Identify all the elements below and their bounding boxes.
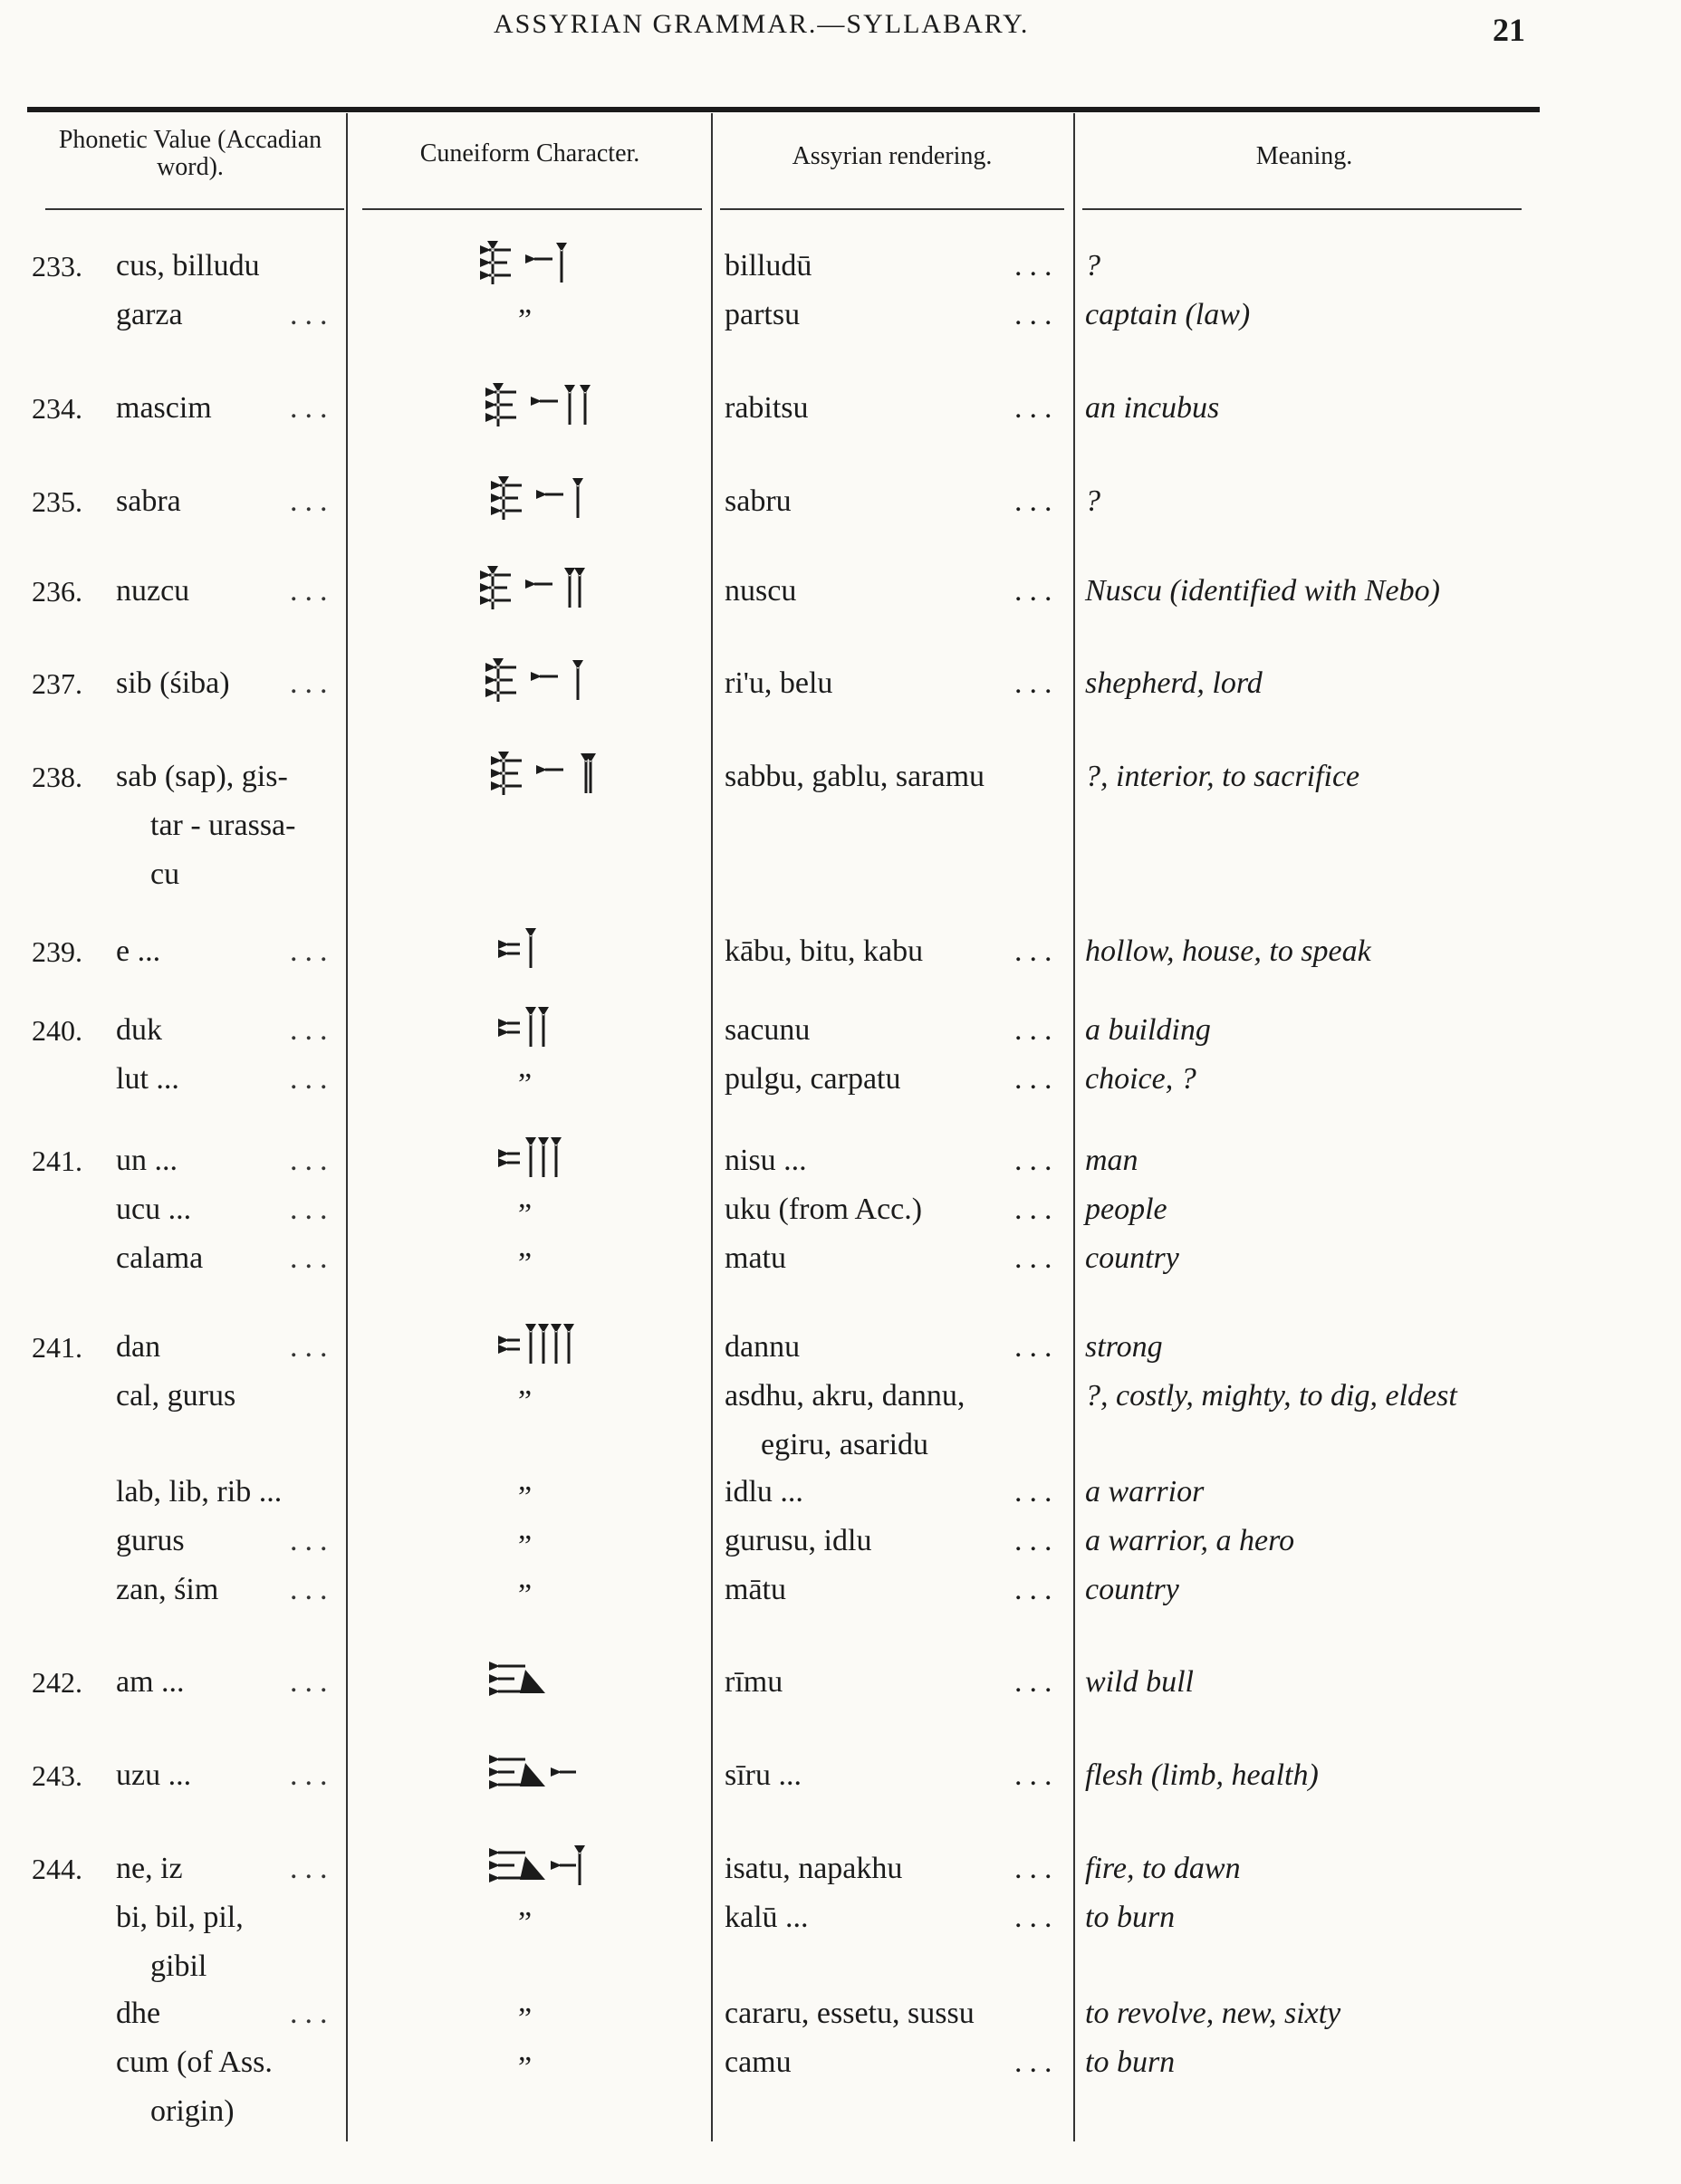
phonetic-value: gurus	[116, 1524, 185, 1557]
meaning: to revolve, new, sixty	[1085, 1997, 1341, 2030]
column-divider-1	[346, 113, 348, 2141]
leader-dots: ...	[290, 1997, 335, 2030]
entry-number: 243.	[32, 1759, 82, 1792]
entry-number: 236.	[32, 575, 82, 608]
phonetic-value: e ...	[116, 934, 161, 968]
leader-dots: ...	[290, 1062, 335, 1096]
meaning: ?	[1085, 484, 1100, 518]
assyrian-rendering: sabru	[725, 484, 792, 518]
entry-number: 239.	[32, 935, 82, 968]
leader-dots: ...	[290, 484, 335, 518]
ditto-mark: ”	[518, 303, 533, 337]
ditto-mark: ”	[518, 1906, 533, 1940]
leader-dots: ...	[290, 1524, 335, 1557]
entry-number: 240.	[32, 1014, 82, 1047]
leader-dots: ...	[1014, 298, 1060, 331]
phonetic-value: mascim	[116, 391, 212, 425]
ditto-mark: ”	[518, 1384, 533, 1418]
leader-dots: ...	[1014, 1573, 1060, 1606]
assyrian-rendering: idlu ...	[725, 1475, 803, 1509]
cuneiform-character	[444, 562, 625, 613]
leader-dots: ...	[290, 1193, 335, 1226]
assyrian-rendering: rabitsu	[725, 391, 809, 425]
assyrian-rendering: pulgu, carpatu	[725, 1062, 901, 1096]
cuneiform-character	[444, 1747, 625, 1797]
entry-number: 237.	[32, 667, 82, 700]
leader-dots: ...	[1014, 1758, 1060, 1792]
entry-number: 233.	[32, 250, 82, 283]
meaning: shepherd, lord	[1085, 666, 1263, 700]
phonetic-value: sib (śiba)	[116, 666, 230, 700]
leader-dots: ...	[1014, 574, 1060, 608]
entry-number: 244.	[32, 1853, 82, 1885]
leader-dots: ...	[290, 1665, 335, 1699]
meaning: fire, to dawn	[1085, 1852, 1241, 1885]
cuneiform-character	[444, 1840, 625, 1891]
meaning: wild bull	[1085, 1665, 1194, 1699]
meaning: ?	[1085, 249, 1100, 283]
header-rule-3	[720, 208, 1064, 210]
phonetic-value: ucu ...	[116, 1193, 192, 1226]
leader-dots: ...	[290, 666, 335, 700]
meaning: choice, ?	[1085, 1062, 1196, 1096]
leader-dots: ...	[1014, 1852, 1060, 1885]
leader-dots: ...	[290, 1852, 335, 1885]
meaning: to burn	[1085, 1901, 1176, 1934]
assyrian-rendering: nisu ...	[725, 1144, 807, 1177]
assyrian-rendering-continued: egiru, asaridu	[761, 1428, 929, 1461]
leader-dots: ...	[1014, 1241, 1060, 1275]
phonetic-value: nuzcu	[116, 574, 190, 608]
cuneiform-character	[444, 923, 625, 973]
ditto-mark: ”	[518, 2051, 533, 2084]
assyrian-rendering: mātu	[725, 1573, 786, 1606]
header-cuneiform: Cuneiform Character.	[419, 139, 640, 168]
header-assyrian: Assyrian rendering.	[792, 142, 993, 170]
column-divider-2	[711, 113, 713, 2141]
leader-dots: ...	[1014, 484, 1060, 518]
assyrian-rendering: cararu, essetu, sussu	[725, 1997, 975, 2030]
assyrian-rendering: billudū	[725, 249, 812, 283]
meaning: hollow, house, to speak	[1085, 934, 1371, 968]
cuneiform-character	[444, 655, 625, 705]
leader-dots: ...	[290, 574, 335, 608]
cuneiform-character	[444, 1132, 625, 1183]
cuneiform-character	[444, 1318, 625, 1369]
meaning: flesh (limb, health)	[1085, 1758, 1319, 1792]
meaning: strong	[1085, 1330, 1163, 1364]
entry-number: 241.	[32, 1331, 82, 1364]
meaning: man	[1085, 1144, 1138, 1177]
assyrian-rendering: nuscu	[725, 574, 797, 608]
ditto-mark: ”	[518, 1198, 533, 1231]
assyrian-rendering: uku (from Acc.)	[725, 1193, 923, 1226]
header-rule-1	[45, 208, 344, 210]
phonetic-value-continued: tar - urassa-	[150, 809, 296, 842]
phonetic-value: uzu ...	[116, 1758, 192, 1792]
assyrian-rendering: gurusu, idlu	[725, 1524, 872, 1557]
leader-dots: ...	[1014, 1475, 1060, 1509]
phonetic-value: cal, gurus	[116, 1379, 236, 1413]
assyrian-rendering: dannu	[725, 1330, 801, 1364]
assyrian-rendering: sabbu, gablu, saramu	[725, 760, 985, 793]
cuneiform-character	[444, 748, 625, 799]
leader-dots: ...	[1014, 1665, 1060, 1699]
leader-dots: ...	[290, 1573, 335, 1606]
ditto-mark: ”	[518, 1578, 533, 1612]
header-rule-2	[362, 208, 702, 210]
leader-dots: ...	[1014, 1524, 1060, 1557]
leader-dots: ...	[1014, 1901, 1060, 1934]
meaning: ?, interior, to sacrifice	[1085, 760, 1360, 793]
header-phonetic: Phonetic Value (Accadian word).	[58, 126, 322, 181]
phonetic-value: zan, śim	[116, 1573, 219, 1606]
meaning: Nuscu (identified with Nebo)	[1085, 574, 1440, 608]
assyrian-rendering: matu	[725, 1241, 786, 1275]
leader-dots: ...	[290, 934, 335, 968]
leader-dots: ...	[290, 298, 335, 331]
meaning: country	[1085, 1241, 1179, 1275]
phonetic-value: cus, billudu	[116, 249, 260, 283]
cuneiform-character	[444, 379, 625, 430]
phonetic-value-continued: origin)	[150, 2094, 235, 2128]
phonetic-value: dan	[116, 1330, 161, 1364]
entry-number: 235.	[32, 485, 82, 518]
leader-dots: ...	[1014, 1193, 1060, 1226]
leader-dots: ...	[1014, 666, 1060, 700]
phonetic-value: dhe	[116, 1997, 161, 2030]
meaning: a warrior, a hero	[1085, 1524, 1295, 1557]
phonetic-value: calama	[116, 1241, 204, 1275]
phonetic-value: sab (sap), gis-	[116, 760, 288, 793]
leader-dots: ...	[1014, 934, 1060, 968]
leader-dots: ...	[290, 1758, 335, 1792]
ditto-mark: ”	[518, 2002, 533, 2036]
assyrian-rendering: camu	[725, 2045, 792, 2079]
meaning: an incubus	[1085, 391, 1220, 425]
cuneiform-character	[444, 1001, 625, 1052]
leader-dots: ...	[290, 391, 335, 425]
meaning: captain (law)	[1085, 298, 1251, 331]
assyrian-rendering: kābu, bitu, kabu	[725, 934, 924, 968]
entry-number: 234.	[32, 392, 82, 425]
top-rule	[27, 107, 1540, 112]
meaning: country	[1085, 1573, 1179, 1606]
meaning: a warrior	[1085, 1475, 1205, 1509]
phonetic-value-continued: gibil	[150, 1949, 207, 1983]
leader-dots: ...	[290, 1013, 335, 1047]
meaning: to burn	[1085, 2045, 1176, 2079]
phonetic-value: ne, iz	[116, 1852, 183, 1885]
assyrian-rendering: sacunu	[725, 1013, 811, 1047]
ditto-mark: ”	[518, 1247, 533, 1280]
leader-dots: ...	[290, 1144, 335, 1177]
leader-dots: ...	[290, 1330, 335, 1364]
ditto-mark: ”	[518, 1068, 533, 1101]
cuneiform-character	[444, 237, 625, 288]
phonetic-value: bi, bil, pil,	[116, 1901, 244, 1934]
phonetic-value: garza	[116, 298, 183, 331]
entry-number: 238.	[32, 761, 82, 793]
leader-dots: ...	[1014, 391, 1060, 425]
ditto-mark: ”	[518, 1480, 533, 1514]
assyrian-rendering: isatu, napakhu	[725, 1852, 903, 1885]
entry-number: 241.	[32, 1145, 82, 1177]
cuneiform-character	[444, 1653, 625, 1704]
meaning: ?, costly, mighty, to dig, eldest	[1085, 1379, 1457, 1413]
entry-number: 242.	[32, 1666, 82, 1699]
header-meaning: Meaning.	[1255, 142, 1353, 170]
assyrian-rendering: ri'u, belu	[725, 666, 833, 700]
phonetic-value-continued: cu	[150, 857, 180, 891]
assyrian-rendering: rīmu	[725, 1665, 783, 1699]
leader-dots: ...	[1014, 2045, 1060, 2079]
phonetic-value: duk	[116, 1013, 162, 1047]
page-number: 21	[1493, 12, 1525, 48]
phonetic-value: cum (of Ass.	[116, 2045, 273, 2079]
cuneiform-character	[444, 473, 625, 523]
phonetic-value: am ...	[116, 1665, 185, 1699]
assyrian-rendering: kalū ...	[725, 1901, 809, 1934]
leader-dots: ...	[1014, 1013, 1060, 1047]
header-rule-4	[1082, 208, 1522, 210]
phonetic-value: lab, lib, rib ...	[116, 1475, 283, 1509]
leader-dots: ...	[1014, 1144, 1060, 1177]
phonetic-value: un ...	[116, 1144, 178, 1177]
column-divider-3	[1073, 113, 1075, 2141]
leader-dots: ...	[1014, 249, 1060, 283]
assyrian-rendering: sīru ...	[725, 1758, 802, 1792]
phonetic-value: sabra	[116, 484, 181, 518]
meaning: a building	[1085, 1013, 1211, 1047]
leader-dots: ...	[1014, 1330, 1060, 1364]
phonetic-value: lut ...	[116, 1062, 179, 1096]
leader-dots: ...	[1014, 1062, 1060, 1096]
meaning: people	[1085, 1193, 1167, 1226]
assyrian-rendering: partsu	[725, 298, 801, 331]
ditto-mark: ”	[518, 1529, 533, 1563]
running-head: ASSYRIAN GRAMMAR.—SYLLABARY.	[494, 9, 1030, 39]
leader-dots: ...	[290, 1241, 335, 1275]
assyrian-rendering: asdhu, akru, dannu,	[725, 1379, 965, 1413]
